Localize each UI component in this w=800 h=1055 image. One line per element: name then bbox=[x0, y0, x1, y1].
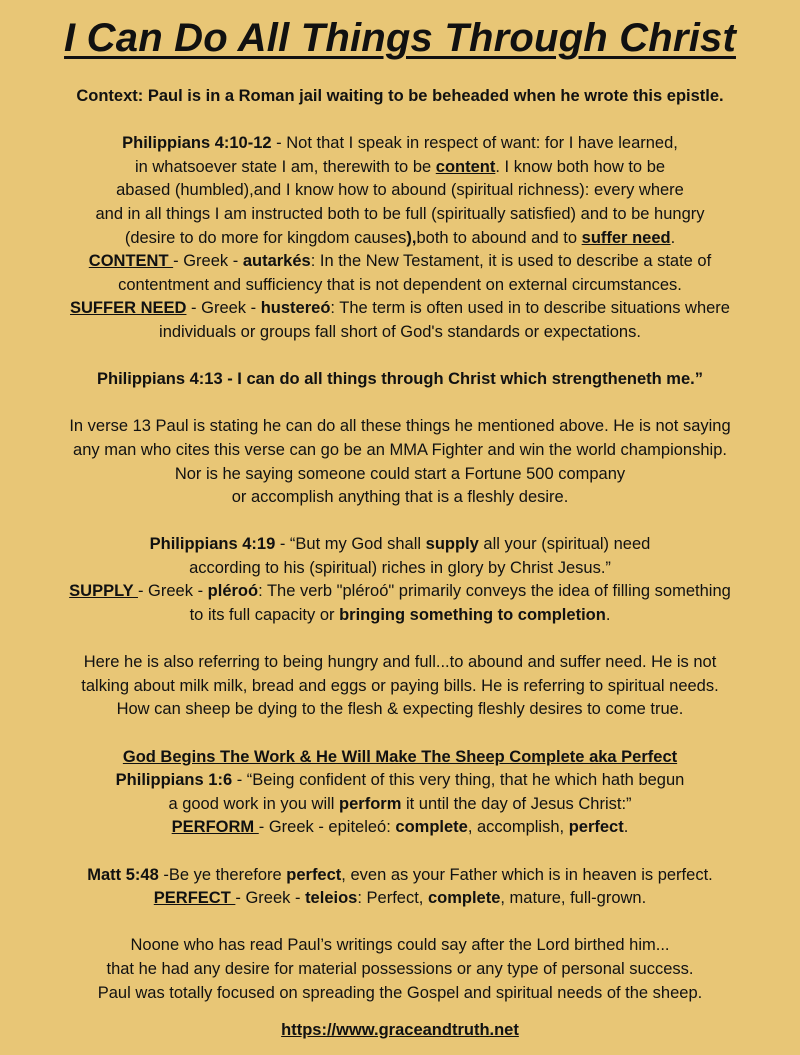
spacer bbox=[0, 345, 800, 369]
keyword-content: content bbox=[435, 157, 496, 176]
matt-5-48-line bbox=[0, 864, 800, 888]
verse-text: in whatsoever state I am, therewith to be bbox=[134, 157, 436, 176]
spacer bbox=[0, 510, 800, 534]
verse-ref: Philippians 1:6 bbox=[115, 771, 233, 790]
perform-definition-line bbox=[0, 816, 800, 840]
phil-4-19-line-2: according to his (spiritual) riches in glory by Christ Jesus.” bbox=[189, 558, 611, 577]
spacer bbox=[0, 840, 800, 864]
phil-1-6-line-1 bbox=[0, 769, 800, 793]
hungry-para-line-1: Here he is also referring to being hungry and full...to abound and suffer need. He is not bbox=[83, 653, 717, 672]
verse13-para-line-4: or accomplish anything that is a fleshly desire. bbox=[231, 488, 569, 507]
definition-text: - Greek - bbox=[137, 582, 208, 601]
definition-text: , accomplish, bbox=[467, 818, 569, 837]
phil-4-19-line-1 bbox=[0, 533, 800, 557]
verse-text: . bbox=[670, 228, 676, 247]
keyword-complete: complete bbox=[427, 889, 501, 908]
suffer-definition-line-2: individuals or groups fall short of God's standards or expectations. bbox=[159, 322, 641, 341]
content-definition-line-1 bbox=[0, 250, 800, 274]
spacer bbox=[0, 109, 800, 133]
definition-term: CONTENT bbox=[88, 252, 174, 271]
verse13-para-line-3: Nor is he saying someone could start a Fortune 500 company bbox=[174, 464, 626, 483]
phil-4-10-line-2 bbox=[0, 156, 800, 180]
keyword-completion: bringing something to completion bbox=[339, 606, 606, 625]
spacer bbox=[0, 1005, 800, 1019]
verse-ref: Philippians 4:10-12 bbox=[122, 134, 272, 153]
definition-text: : In the New Testament, it is used to describe a state of bbox=[310, 252, 712, 271]
spacer bbox=[0, 392, 800, 416]
definition-text: - Greek - bbox=[173, 252, 243, 271]
definition-term: SUPPLY bbox=[69, 582, 138, 601]
website-link[interactable]: https://www.graceandtruth.net bbox=[281, 1021, 519, 1040]
definition-text: : The term is often used in to describe situations where bbox=[330, 299, 730, 318]
verse-text: - Not that I speak in respect of want: for I have learned, bbox=[271, 134, 678, 153]
verse-text: both to abound and to bbox=[416, 228, 582, 247]
definition-text: - Greek - bbox=[235, 889, 306, 908]
greek-word: teleios bbox=[305, 889, 358, 908]
supply-definition-line-1 bbox=[0, 580, 800, 604]
page-title: I Can Do All Things Through Christ bbox=[64, 16, 736, 60]
verse13-para-line-1: In verse 13 Paul is stating he can do all these things he mentioned above. He is not saying bbox=[69, 417, 731, 436]
spacer bbox=[0, 628, 800, 652]
content-definition-line-2: contentment and sufficiency that is not dependent on external circumstances. bbox=[118, 275, 682, 294]
definition-text: - Greek - bbox=[186, 299, 261, 318]
hungry-para-line-3: How can sheep be dying to the flesh & expecting fleshly desires to come true. bbox=[116, 700, 684, 719]
greek-word: autarkés bbox=[242, 252, 311, 271]
definition-text: . bbox=[605, 606, 611, 625]
phil-4-10-line-5 bbox=[0, 227, 800, 251]
keyword-perfect: perfect bbox=[568, 818, 624, 837]
verse-text: all your (spiritual) need bbox=[478, 535, 651, 554]
verse-text: -Be ye therefore bbox=[158, 865, 287, 884]
verse-text: (desire to do more for kingdom causes bbox=[124, 228, 407, 247]
verse-text: - “But my God shall bbox=[275, 535, 426, 554]
verse-ref: Matt 5:48 bbox=[87, 865, 159, 884]
closing-line-3: Paul was totally focused on spreading the Gospel and spiritual needs of the sheep. bbox=[97, 983, 703, 1002]
definition-text: to its full capacity or bbox=[189, 606, 340, 625]
context-line: Context: Paul is in a Roman jail waiting to be beheaded when he wrote this epistle. bbox=[76, 87, 724, 105]
definition-term: PERFORM bbox=[171, 818, 259, 837]
phil-4-10-line-3: abased (humbled),and I know how to abound (spiritual richness): every where bbox=[116, 181, 684, 200]
verse-text: ), bbox=[406, 228, 417, 247]
verse-text: , even as your Father which is in heaven is perfect. bbox=[341, 865, 713, 884]
body-text bbox=[0, 85, 800, 1043]
verse-text: . I know both how to be bbox=[495, 157, 666, 176]
closing-line-1: Noone who has read Paul’s writings could say after the Lord birthed him... bbox=[130, 936, 670, 955]
spacer bbox=[0, 722, 800, 746]
keyword-perform: perform bbox=[339, 794, 402, 813]
supply-definition-line-2 bbox=[0, 604, 800, 628]
keyword-perfect: perfect bbox=[286, 865, 342, 884]
greek-word: pléroó bbox=[207, 582, 259, 601]
perfect-definition-line bbox=[0, 887, 800, 911]
definition-term: SUFFER NEED bbox=[70, 299, 187, 318]
section-heading bbox=[0, 746, 800, 770]
closing-line-2: that he had any desire for material possessions or any type of personal success. bbox=[106, 959, 694, 978]
keyword-suffer-need: suffer need bbox=[581, 228, 671, 247]
phil-4-10-line-1 bbox=[0, 132, 800, 156]
phil-4-13-line: Philippians 4:13 - I can do all things through Christ which strengtheneth me.” bbox=[97, 370, 703, 389]
keyword-supply: supply bbox=[425, 535, 479, 554]
god-begins-heading: God Begins The Work & He Will Make The Sheep Complete aka Perfect bbox=[122, 747, 678, 766]
keyword-complete: complete bbox=[395, 818, 468, 837]
verse-text: it until the day of Jesus Christ:” bbox=[401, 794, 632, 813]
definition-text: . bbox=[623, 818, 629, 837]
greek-word: hustereó bbox=[260, 299, 331, 318]
verse-text: a good work in you will bbox=[168, 794, 340, 813]
definition-text: : Perfect, bbox=[357, 889, 428, 908]
hungry-para-line-2: talking about milk milk, bread and eggs or paying bills. He is referring to spiritual needs. bbox=[81, 676, 719, 695]
definition-term: PERFECT bbox=[153, 889, 236, 908]
verse-text: - “Being confident of this very thing, that he which hath begun bbox=[232, 771, 685, 790]
phil-1-6-line-2 bbox=[0, 793, 800, 817]
definition-text: , mature, full-grown. bbox=[500, 889, 647, 908]
verse13-para-line-2: any man who cites this verse can go be an MMA Fighter and win the world championship. bbox=[73, 440, 727, 459]
definition-text: - Greek - epiteleó: bbox=[258, 818, 396, 837]
verse-ref: Philippians 4:19 bbox=[149, 535, 276, 554]
spacer bbox=[0, 911, 800, 935]
suffer-definition-line-1 bbox=[0, 297, 800, 321]
phil-4-10-line-4: and in all things I am instructed both to be full (spiritually satisfied) and to be hungry bbox=[95, 204, 705, 223]
definition-text: : The verb "pléroó" primarily conveys the idea of filling something bbox=[258, 582, 731, 601]
